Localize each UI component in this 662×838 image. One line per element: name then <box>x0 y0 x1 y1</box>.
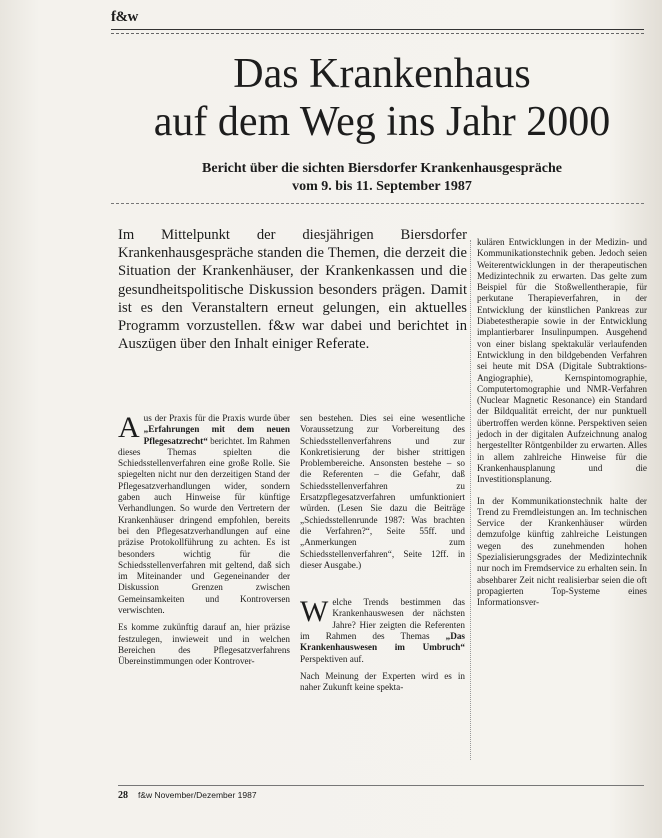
header-rule <box>111 29 644 30</box>
article-subtitle-line1: Bericht über die sichten Biersdorfer Krankenhausgespräche <box>202 161 562 176</box>
column-right-paragraph-2: In der Kommunikationstechnik halte der Trend zu Fremdleistungen an. Im technischen Service der Krankenhäuser würden demzufolge künftig zahlreiche Leistungen wegen des zunehmenden hohen Spezialisierungsgrades der Medizintechnik nur noch im Fremdservice zu erhalten sein. In absehbarer Zeit nicht realisierbar seien die oft propagierten Top-Systeme eines Informationsver- <box>477 495 647 608</box>
column-middle <box>300 413 465 700</box>
drop-cap-a: A <box>118 411 140 444</box>
article-subtitle-line2: vom 9. bis 11. September 1987 <box>292 179 472 194</box>
text-segment: elche Trends bestimmen das Krankenhauswesen der nächsten Jahre? Hier zeigten die Referenten im Rahmen des Themas <box>300 597 465 642</box>
article-intro: Im Mittelpunkt der diesjährigen Biersdorfer Krankenhausgespräche standen die Themen, die derzeit die Situation der Krankenhäuser, der Krankenkassen und die gesundheitspolitische Diskussion besonders prägen. Damit ist es den Veranstaltern erneut gelungen, ein aktuelles Programm vorzustellen. f&w war dabei und berichtet in Auszügen über den Inhalt einiger Referate. <box>118 227 467 353</box>
column-middle-paragraph-2 <box>300 597 465 665</box>
page-footer <box>118 790 257 801</box>
column-left-paragraph-1 <box>118 413 290 616</box>
section-divider <box>111 203 644 204</box>
header-rule-dashed <box>111 33 644 34</box>
text-segment: us der Praxis für die Praxis wurde über <box>143 413 290 423</box>
text-segment: Perspektiven auf. <box>300 653 364 664</box>
text-segment: berichtet. Im Rahmen dieses Themas spielten die Schiedsstellenverfahren eine große Rolle. Sie spiegelten nicht nur den derzeitigen Stand der Pflegesatzverhandlungen wider, sondern gaben auch Hinweise für künftige Verhandlungen. So wurde den Vertretern der Krankenhäuser dringend empfohlen, bereits bei den Pflegesatzverhandlungen auf eine präzise Protokollführung zu achten. Es ist besonders wichtig für die Schiedsstellenverfahren mit geltend, daß sich im Miteinander und Gegeneinander der Diskussion Grenzen zwischen Gemeinsamkeiten und Kontroversen verwischten. <box>118 435 290 616</box>
drop-cap-w: W <box>300 595 329 629</box>
issue-label: f&w November/Dezember 1987 <box>138 790 257 800</box>
column-left <box>118 413 290 674</box>
topic-heading: „Das Krankenhauswesen im Umbruch“ <box>300 631 465 653</box>
column-left-paragraph-2: Es komme zukünftig darauf an, hier präzise festzulegen, inwieweit und in welchen Bereichen des Pflegesatzverfahrens Übereinstimmungen oder Kontrover- <box>118 622 290 667</box>
topic-heading: „Erfahrungen mit dem neuen Pflegesatzrecht“ <box>143 424 290 446</box>
page-number: 28 <box>118 790 128 801</box>
column-middle-paragraph-1: sen bestehen. Dies sei eine wesentliche Voraussetzung zur Vorbereitung des Schiedsstellenverfahrens und zur Konkretisierung der bisher strittigen Problembereiche. Ansonsten bestehe – so die Referenten – die Gefahr, daß Schiedsstellenverfahren zu Ersatzpflegesatzverfahren umfunktioniert würden. (Lesen Sie dazu die Beiträge „Schiedsstellenrunde 1987: Was brachten die Verfahren?“, Seite 55ff. und „Anmerkungen zum Schiedsstellenverfahren“, Seite 12ff. in dieser Ausgabe.) <box>300 413 465 570</box>
footer-rule <box>118 785 644 786</box>
article-title-line2: auf dem Weg ins Jahr 2000 <box>153 99 611 145</box>
column-right-paragraph-1: kulären Entwicklungen in der Medizin- und Kommunikationstechnik geben. Jedoch seien Weiterentwicklungen in der therapeutischen Medizintechnik zu erwarten. Das gelte zum Beispiel für die Stoßwellentherapie, für perkutane Therapieverfahren, in der Entwicklung der künstlichen Pankreas zur Diabetestherapie sowie in der Entwicklung implantierbarer Insulinpumpen. Ausgehend von einer bislang spektakulär verlaufenden Entwicklung in den bildgebenden Verfahren sei heute mit DSA (Digitale Subtraktions-Angiographie), Kernspintomographie, Computertomographie und NMR-Verfahren (Nuclear Magnetic Resonance) ein Standard der Bildqualität erreicht, der nur punktuell übertroffen werden könne. Perspektiven seien jedoch in der digitalen Aufzeichnung analog hergestellter Röntgenbilder zu erwarten. Alles in allem zahlreiche Hinweise für die Krankenhausplanung und die Investitionsplanung. <box>477 237 647 485</box>
column-separator <box>470 240 471 760</box>
column-middle-paragraph-3: Nach Meinung der Experten wird es in naher Zukunft keine spekta- <box>300 670 465 693</box>
magazine-logo: f&w <box>111 9 138 25</box>
column-right <box>477 237 647 615</box>
article-title-line1: Das Krankenhaus <box>233 51 531 97</box>
